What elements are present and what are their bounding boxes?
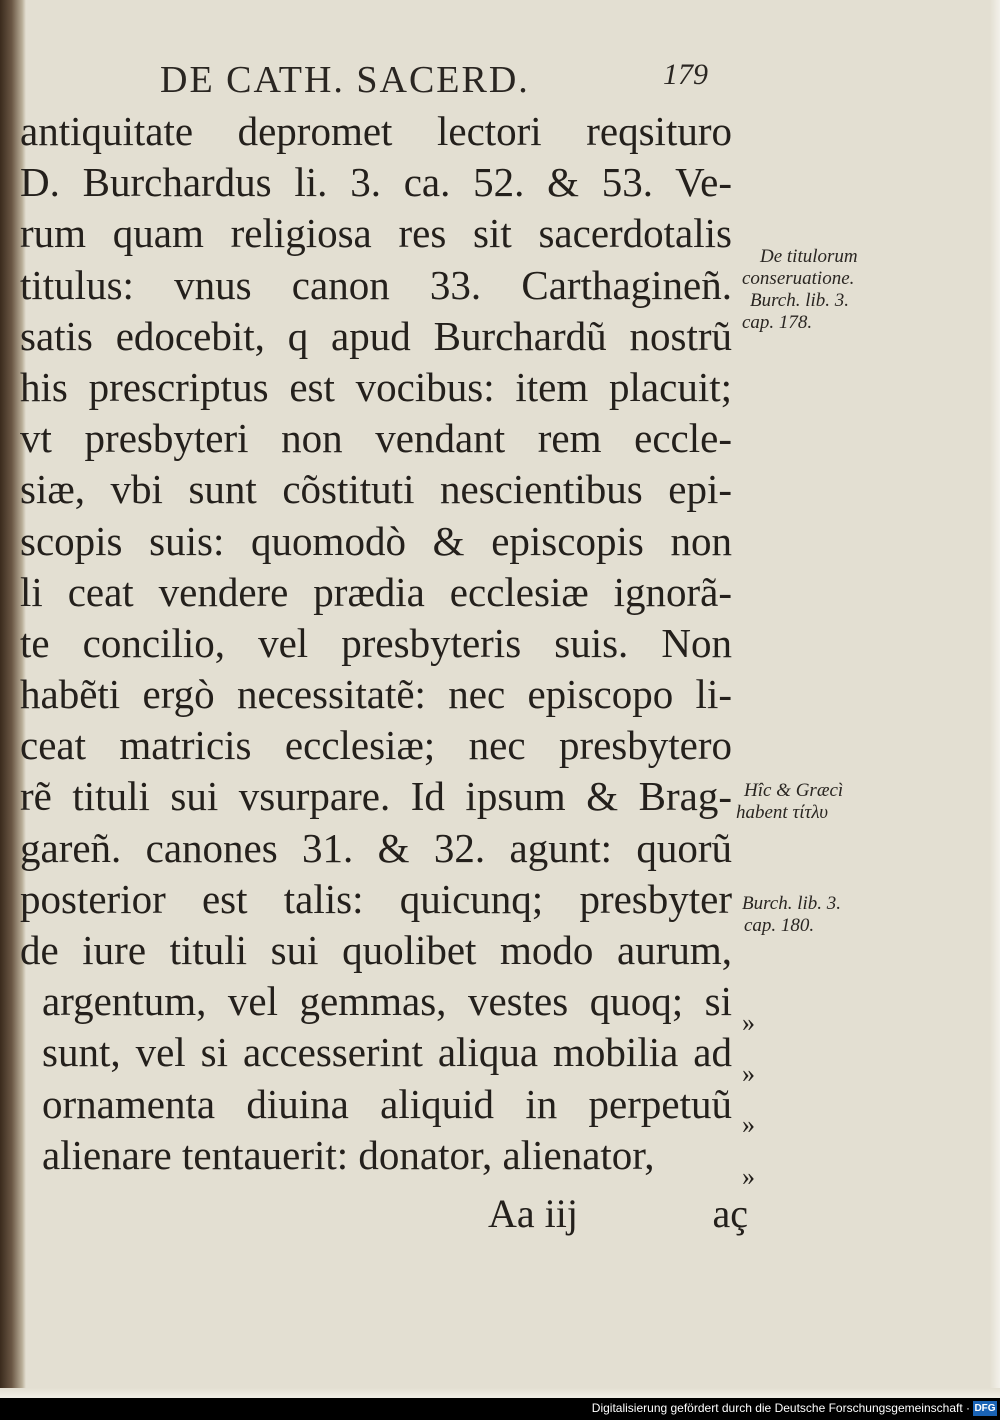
margin-note-line: Burch. lib. 3. (742, 893, 842, 914)
text-line: rum quam religiosa res sit sacerdotalis (20, 210, 732, 257)
text-line: rẽ tituli sui vsurpare. Id ipsum & Brag- (20, 773, 732, 820)
quote-mark: » (742, 1008, 755, 1037)
text-line: de iure tituli sui quolibet modo aurum, (20, 927, 732, 973)
text-line: scopis suis: quomodò & episcopis non (20, 517, 732, 564)
text-line: posterior est talis: quicunq; presbyter (20, 875, 732, 922)
catchline (488, 1190, 748, 1240)
text-line: siæ, vbi sunt cõstituti nescientibus epi- (20, 466, 732, 513)
margin-note-line: Hîc & Græcì (744, 780, 844, 801)
page-edge-bottom (0, 1388, 1000, 1398)
text-line: habẽti ergò necessitatẽ: nec episcopo li- (20, 671, 732, 718)
margin-note-line: Burch. lib. 3. (750, 290, 850, 311)
text-line: his prescriptus est vocibus: item placuit; (20, 363, 732, 410)
footer-bar (0, 1398, 1000, 1420)
page-number: 179 (663, 58, 708, 91)
quote-mark: » (742, 1110, 755, 1140)
footer-credit: Digitalisierung gefördert durch die Deutsche Forschungsgemeinschaft · (591, 1401, 970, 1415)
text-line: argentum, vel gemmas, vestes quoq; si (42, 978, 732, 1025)
text-line: titulus: vnus canon 33. Carthagineñ. (20, 261, 732, 308)
quotation-marks (742, 997, 782, 1202)
text-line: li ceat vendere prædia ecclesiæ ignorã- (20, 568, 732, 615)
margin-note-line: cap. 178. (742, 312, 813, 333)
margin-note-line: conseruatione. (742, 268, 855, 289)
margin-note (742, 893, 841, 937)
page-header (148, 58, 708, 108)
body-text (20, 106, 732, 1181)
margin-note-line: habent τίτλυ (736, 802, 828, 823)
running-title: DE CATH. SACERD. (160, 59, 530, 101)
text-line: vt presbyteri non vendant rem eccle- (20, 415, 732, 462)
quote-mark: » (742, 1059, 755, 1089)
catchword: aç (712, 1191, 748, 1236)
margin-note-line: cap. 180. (744, 915, 815, 936)
text-line: satis edocebit, q apud Burchardũ nostrũ (20, 312, 732, 359)
text-line: sunt, vel si accesserint aliqua mobilia ad (42, 1029, 732, 1076)
margin-note (736, 780, 843, 824)
text-line: alienare tentauerit: donator, alienator, (42, 1131, 655, 1178)
text-line: D. Burchardus li. 3. ca. 52. & 53. Ve- (20, 159, 732, 206)
margin-note-line: De titulorum (760, 246, 858, 267)
dfg-logo: DFG (974, 1403, 996, 1414)
text-line: gareñ. canones 31. & 32. agunt: quorũ (20, 824, 732, 871)
signature-mark: Aa iij (488, 1191, 578, 1236)
text-line: te concilio, vel presbyteris suis. Non (20, 619, 732, 666)
text-line: ceat matricis ecclesiæ; nec presbytero (20, 722, 732, 769)
text-line: antiquitate depromet lectori reqsituro (20, 108, 732, 154)
page-edge-right (990, 0, 1000, 1398)
margin-note (742, 246, 858, 334)
text-line: ornamenta diuina aliquid in perpetuũ (42, 1080, 732, 1127)
quote-mark: » (742, 1161, 755, 1191)
